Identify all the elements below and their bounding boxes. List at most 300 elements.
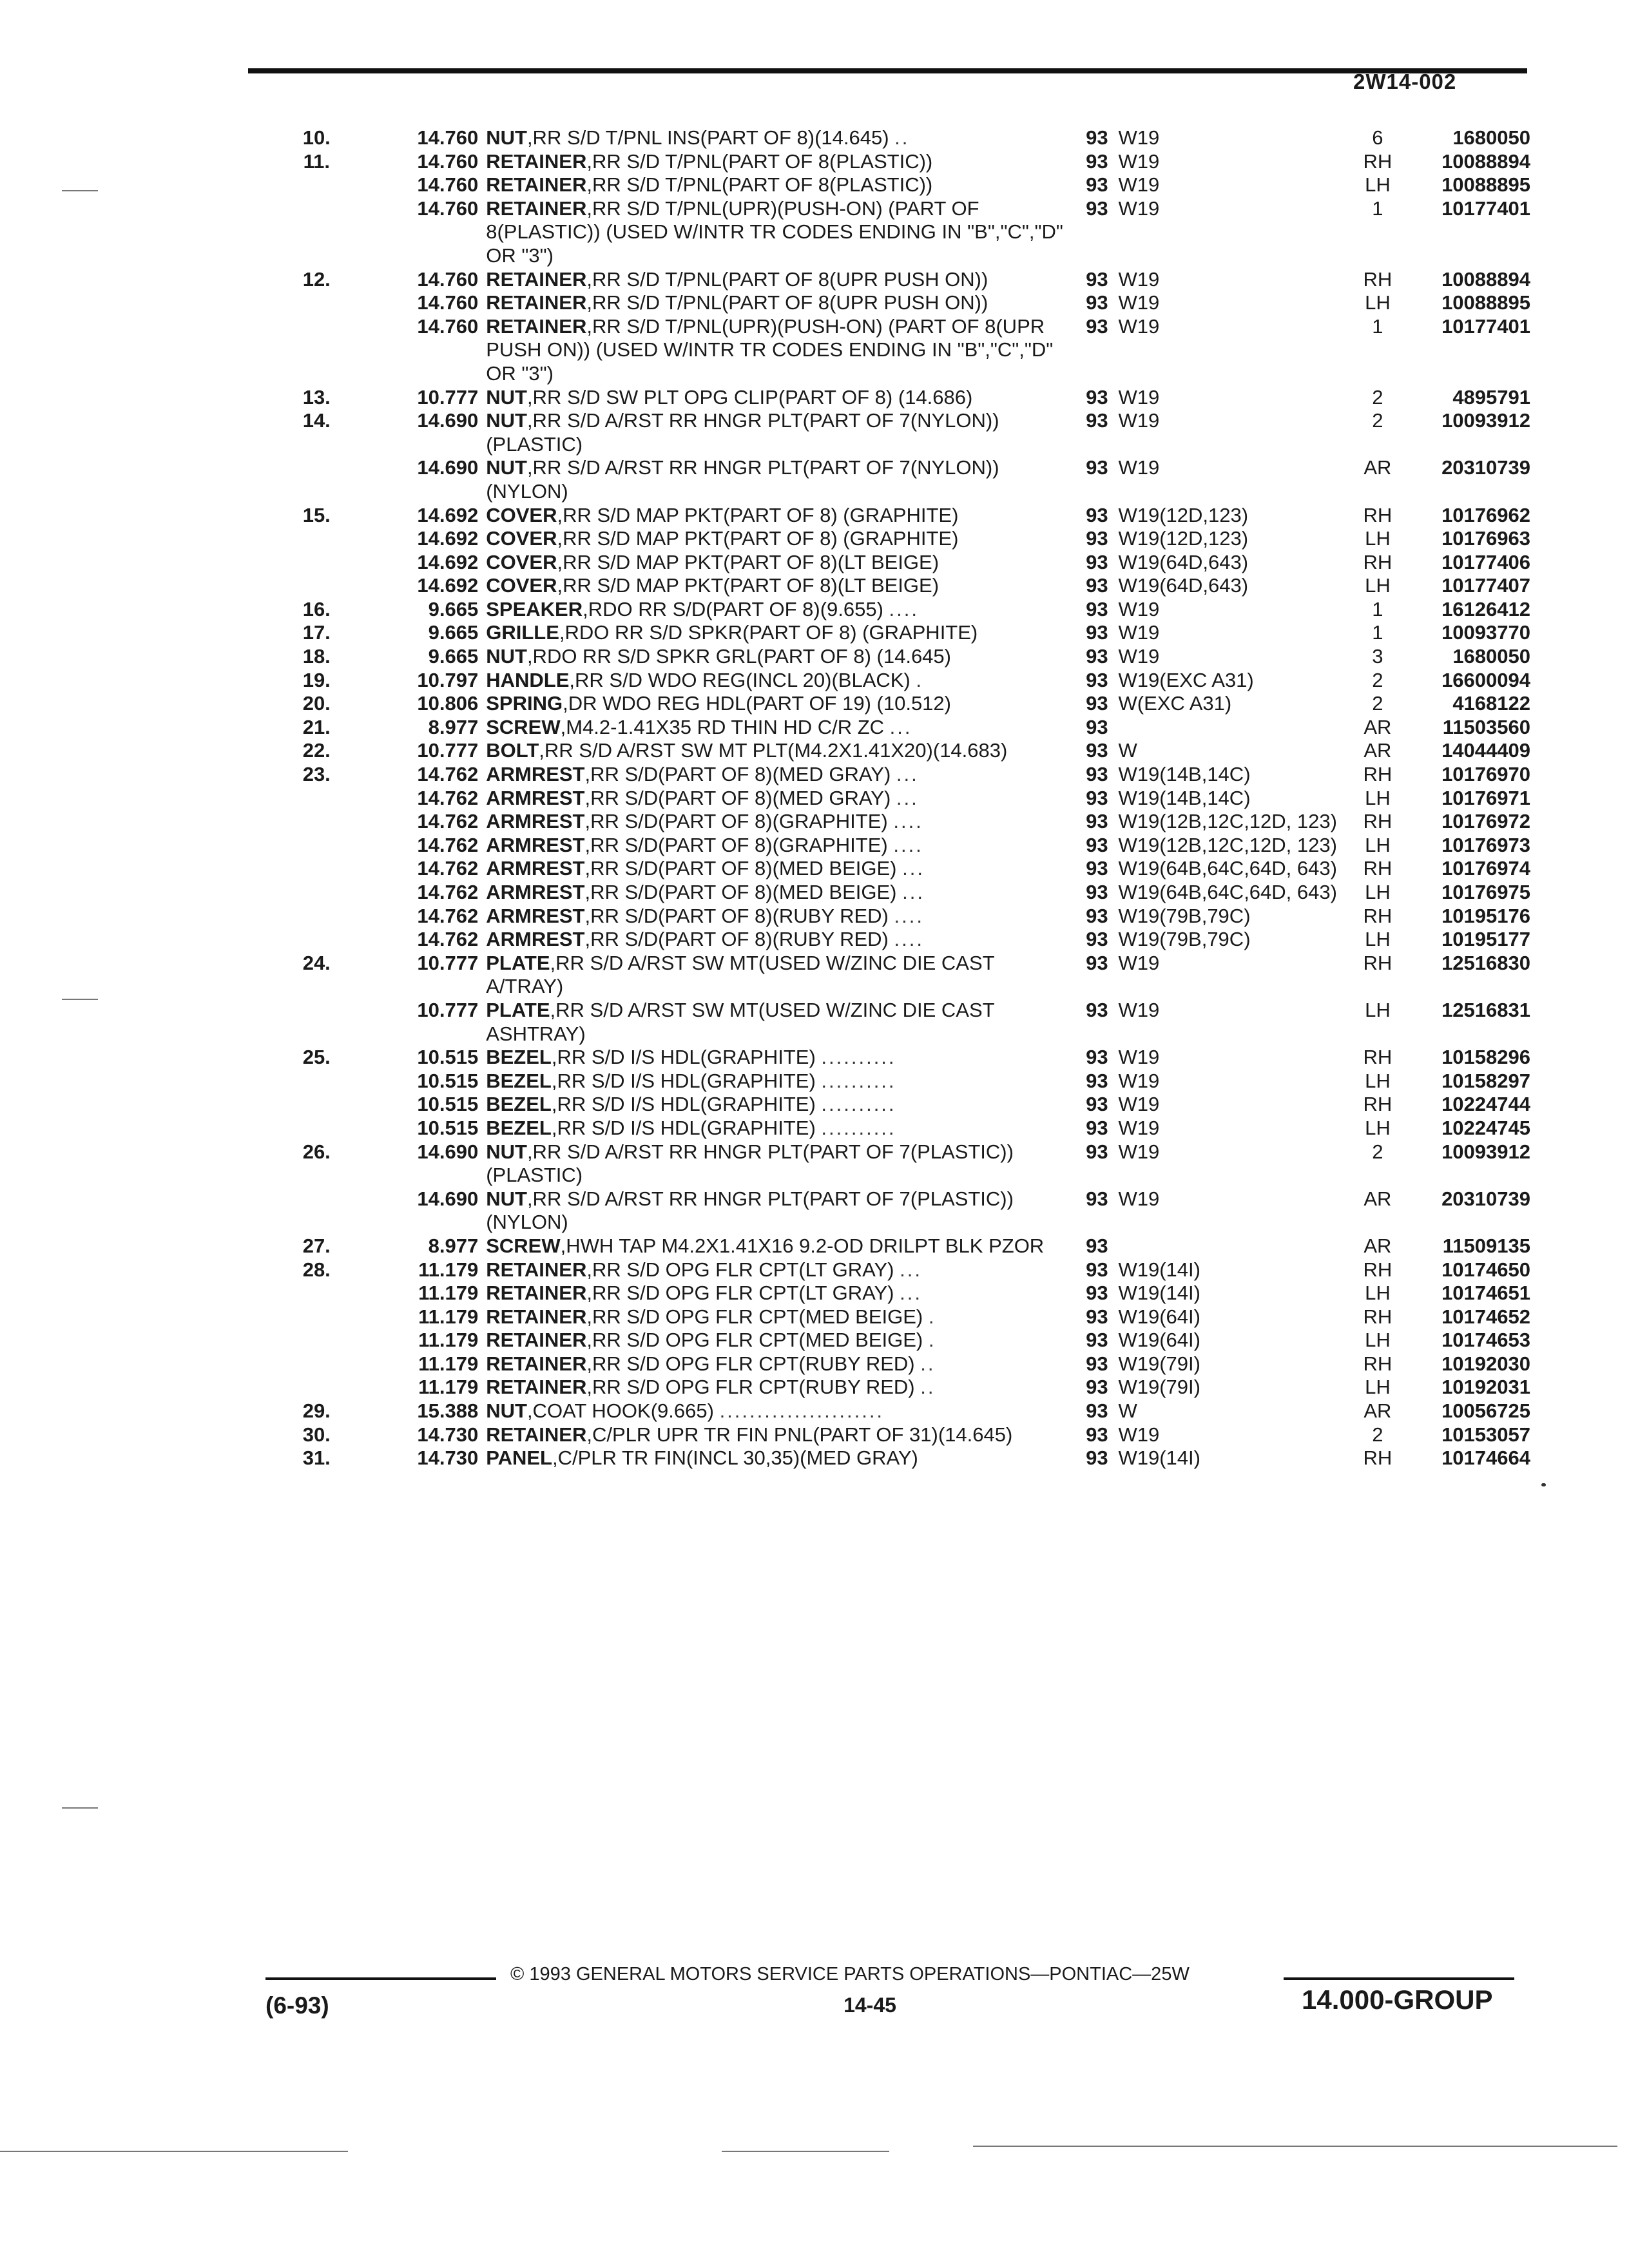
model-year: 93	[1086, 503, 1108, 526]
ref-number: 10.777	[417, 951, 479, 974]
description	[486, 1187, 1075, 1235]
leader-dots: ...	[902, 881, 925, 903]
table-row	[284, 1235, 1530, 1258]
model-year: 93	[1086, 126, 1108, 149]
table-row	[284, 409, 1530, 456]
ref-number: 14.690	[417, 1140, 479, 1163]
part-number: 10176963	[1441, 527, 1530, 550]
fig-number	[284, 1282, 350, 1305]
part-number: 10192031	[1441, 1376, 1530, 1399]
usage-text: W19(14I)	[1118, 1282, 1200, 1305]
part-description: ,RR S/D OPG FLR CPT(LT GRAY)	[586, 1282, 894, 1305]
usage-text: W19	[1118, 291, 1160, 314]
fig-number	[284, 527, 350, 551]
model-year: 93	[1086, 1423, 1108, 1446]
fig-number	[284, 928, 350, 952]
part-name: PLATE	[486, 998, 550, 1021]
usage-code	[1118, 409, 1345, 456]
part-name: SPRING	[486, 692, 563, 715]
part-number: 16126412	[1441, 597, 1530, 620]
part-description: ,COAT HOOK(9.665)	[526, 1399, 714, 1423]
fig-number	[284, 1329, 350, 1352]
model-year: 93	[1086, 1046, 1108, 1069]
usage-code	[1118, 1258, 1345, 1282]
quantity: AR	[1364, 1187, 1392, 1210]
part-name: RETAINER	[486, 1352, 587, 1375]
description	[486, 1140, 1075, 1187]
part-name: RETAINER	[486, 1305, 587, 1328]
ref-number: 14.762	[417, 904, 479, 927]
fig-number: 29.	[302, 1399, 331, 1423]
quantity: LH	[1365, 1329, 1391, 1352]
table-row	[284, 456, 1530, 503]
fig-number: 26.	[302, 1140, 331, 1163]
usage-code	[1118, 881, 1345, 905]
table-row	[284, 1376, 1530, 1399]
part-number: 10176972	[1441, 810, 1530, 833]
description	[486, 999, 1075, 1046]
usage-text: W19	[1118, 173, 1160, 197]
revision-date: (6-93)	[265, 1992, 329, 2019]
fig-number	[284, 315, 350, 386]
ref-number: 10.777	[417, 739, 479, 762]
description	[486, 1329, 1075, 1352]
leader-dots: ..........	[821, 1069, 896, 1092]
usage-code	[1118, 716, 1345, 740]
model-year: 93	[1086, 715, 1108, 738]
model-year: 93	[1086, 621, 1108, 644]
description	[486, 268, 1075, 292]
usage-code	[1118, 1352, 1345, 1376]
model-year: 93	[1086, 833, 1108, 856]
usage-code	[1118, 1305, 1345, 1329]
model-year: 93	[1086, 810, 1108, 833]
ref-number: 9.665	[428, 621, 479, 644]
usage-code	[1118, 173, 1345, 197]
table-row	[284, 1258, 1530, 1282]
part-description: ,RR S/D OPG FLR CPT(RUBY RED)	[586, 1376, 915, 1399]
part-description: ,RR S/D A/RST RR HNGR PLT(PART OF 7(NYLON))(PLASTIC)	[486, 409, 999, 456]
quantity: LH	[1365, 291, 1391, 314]
table-row	[284, 504, 1530, 528]
part-description: ,C/PLR UPR TR FIN PNL(PART OF 31)(14.645)	[586, 1423, 1013, 1446]
description	[486, 1117, 1075, 1140]
part-description: ,RR S/D T/PNL(UPR)(PUSH-ON) (PART OF 8(PLASTIC)) (USED W/INTR TR CODES ENDING IN "B","C","D" OR "3")	[486, 197, 1063, 267]
part-description: ,RR S/D A/RST RR HNGR PLT(PART OF 7(NYLON))(NYLON)	[486, 456, 999, 503]
usage-code	[1118, 810, 1345, 834]
table-row	[284, 787, 1530, 811]
part-number: 10177401	[1441, 314, 1530, 338]
quantity: RH	[1363, 810, 1393, 833]
table-row	[284, 1140, 1530, 1187]
part-number: 10174653	[1441, 1329, 1530, 1352]
usage-text: W19(79B,79C)	[1118, 928, 1251, 951]
leader-dots: ...	[902, 857, 925, 880]
table-row	[284, 1446, 1530, 1470]
usage-code	[1118, 857, 1345, 881]
part-name: RETAINER	[486, 173, 587, 197]
usage-text: W19	[1118, 267, 1160, 291]
parts-table	[284, 126, 1530, 1470]
quantity: RH	[1363, 550, 1393, 573]
leader-dots: .	[928, 1305, 936, 1328]
ref-number: 14.690	[417, 409, 479, 432]
part-number: 10088894	[1441, 267, 1530, 291]
usage-code	[1118, 1399, 1345, 1423]
description	[486, 952, 1075, 999]
part-description: ,RR S/D MAP PKT(PART OF 8) (GRAPHITE)	[557, 527, 959, 550]
part-description: ,RR S/D MAP PKT(PART OF 8)(LT BEIGE)	[557, 550, 940, 573]
part-description: ,M4.2-1.41X35 RD THIN HD C/R ZC	[560, 715, 885, 738]
model-year: 93	[1086, 1093, 1108, 1116]
usage-code	[1118, 126, 1345, 150]
description	[486, 1423, 1075, 1447]
model-year: 93	[1086, 881, 1108, 903]
part-name: BOLT	[486, 739, 539, 762]
table-row	[284, 881, 1530, 905]
table-row	[284, 574, 1530, 598]
table-row	[284, 1093, 1530, 1117]
usage-text: W19(14B,14C)	[1118, 763, 1251, 786]
usage-text: W19(14B,14C)	[1118, 786, 1251, 809]
description	[486, 1352, 1075, 1376]
fig-number	[284, 1352, 350, 1376]
fig-number	[284, 787, 350, 811]
part-description: ,RR S/D(PART OF 8)(MED GRAY)	[584, 786, 891, 809]
part-name: RETAINER	[486, 1423, 587, 1446]
quantity: RH	[1363, 1258, 1393, 1281]
part-name: RETAINER	[486, 1376, 587, 1399]
usage-text: W19	[1118, 597, 1160, 620]
part-description: ,RR S/D OPG FLR CPT(MED BEIGE)	[586, 1305, 923, 1328]
fig-number: 25.	[302, 1046, 331, 1069]
fig-number	[284, 574, 350, 598]
description	[486, 291, 1075, 315]
usage-text: W19	[1118, 1116, 1160, 1139]
usage-text: W19	[1118, 1140, 1160, 1163]
fig-number	[284, 834, 350, 858]
part-name: NUT	[486, 1140, 527, 1163]
quantity: AR	[1364, 456, 1392, 479]
description	[486, 315, 1075, 386]
part-name: PLATE	[486, 951, 550, 974]
description	[486, 386, 1075, 410]
group-label: 14.000-GROUP	[1302, 1984, 1493, 2015]
quantity: 3	[1372, 645, 1383, 668]
leader-dots: ..........	[821, 1093, 896, 1116]
part-name: BEZEL	[486, 1046, 552, 1069]
table-row	[284, 150, 1530, 174]
part-number: 10158297	[1441, 1069, 1530, 1092]
model-year: 93	[1086, 786, 1108, 809]
quantity: 6	[1372, 126, 1383, 149]
table-row	[284, 197, 1530, 268]
table-row	[284, 739, 1530, 763]
usage-text: W19(14I)	[1118, 1258, 1200, 1281]
quantity: RH	[1363, 951, 1393, 974]
part-number: 11503560	[1442, 715, 1530, 738]
part-number: 12516830	[1441, 951, 1530, 974]
ref-number: 14.730	[417, 1446, 479, 1470]
model-year: 93	[1086, 597, 1108, 620]
part-number: 10093770	[1441, 621, 1530, 644]
description	[486, 881, 1075, 905]
usage-code	[1118, 1117, 1345, 1140]
quantity: RH	[1363, 1093, 1393, 1116]
quantity: 2	[1372, 1140, 1383, 1163]
description	[486, 763, 1075, 787]
leader-dots: ..	[894, 126, 910, 149]
fig-number: 20.	[302, 692, 331, 715]
usage-text: W19(EXC A31)	[1118, 668, 1254, 691]
part-description: ,HWH TAP M4.2X1.41X16 9.2-OD DRILPT BLK PZOR	[560, 1234, 1045, 1257]
fig-number	[284, 197, 350, 268]
model-year: 93	[1086, 1282, 1108, 1305]
ref-number: 14.762	[417, 881, 479, 903]
description	[486, 150, 1075, 174]
usage-code	[1118, 1282, 1345, 1305]
ref-number: 14.760	[417, 173, 479, 197]
part-number: 10174651	[1441, 1282, 1530, 1305]
fig-number: 31.	[302, 1446, 331, 1470]
model-year: 93	[1086, 550, 1108, 573]
usage-code	[1118, 1070, 1345, 1093]
description	[486, 598, 1075, 622]
table-row	[284, 1423, 1530, 1447]
scan-speck	[1541, 1483, 1546, 1486]
part-description: ,RR S/D OPG FLR CPT(RUBY RED)	[586, 1352, 915, 1375]
usage-code	[1118, 1046, 1345, 1070]
usage-text: W19(64B,64C,64D, 643)	[1118, 881, 1337, 903]
model-year: 93	[1086, 456, 1108, 479]
table-row	[284, 928, 1530, 952]
quantity: RH	[1363, 1046, 1393, 1069]
usage-text: W19	[1118, 621, 1160, 644]
fig-number	[284, 1376, 350, 1399]
model-year: 93	[1086, 1116, 1108, 1139]
fig-number	[284, 999, 350, 1046]
fig-number: 28.	[302, 1258, 331, 1281]
fig-number: 18.	[302, 645, 331, 668]
part-description: ,RR S/D(PART OF 8)(MED GRAY)	[584, 763, 891, 786]
usage-text: W19(79I)	[1118, 1352, 1200, 1375]
description	[486, 197, 1075, 268]
part-number: 10195177	[1441, 928, 1530, 951]
usage-text: W19(79I)	[1118, 1376, 1200, 1399]
table-row	[284, 291, 1530, 315]
part-description: ,RDO RR S/D(PART OF 8)(9.655)	[583, 597, 883, 620]
usage-text: W19(12B,12C,12D, 123)	[1118, 810, 1337, 833]
usage-text: W19(12D,123)	[1118, 527, 1249, 550]
part-name: ARMREST	[486, 786, 585, 809]
part-number: 10192030	[1441, 1352, 1530, 1375]
table-row	[284, 551, 1530, 575]
model-year: 93	[1086, 173, 1108, 197]
table-row	[284, 669, 1530, 693]
fig-number	[284, 291, 350, 315]
usage-code	[1118, 291, 1345, 315]
part-number: 10153057	[1441, 1423, 1530, 1446]
quantity: AR	[1364, 1234, 1392, 1257]
usage-code	[1118, 905, 1345, 928]
leader-dots: ..........	[821, 1046, 896, 1069]
part-description: ,RR S/D A/RST SW MT(USED W/ZINC DIE CAST A/TRAY)	[486, 951, 995, 998]
fig-number: 10.	[302, 126, 331, 149]
part-number: 10174652	[1441, 1305, 1530, 1328]
model-year: 93	[1086, 1352, 1108, 1375]
model-year: 93	[1086, 668, 1108, 691]
quantity: RH	[1363, 857, 1393, 880]
model-year: 93	[1086, 692, 1108, 715]
quantity: 1	[1372, 314, 1383, 338]
fig-number	[284, 857, 350, 881]
description	[486, 739, 1075, 763]
usage-code	[1118, 504, 1345, 528]
fig-number: 19.	[302, 668, 331, 691]
ref-number: 8.977	[428, 1234, 479, 1257]
part-description: ,RR S/D(PART OF 8)(RUBY RED)	[584, 928, 889, 951]
table-row	[284, 645, 1530, 669]
ref-number: 10.515	[417, 1046, 479, 1069]
quantity: RH	[1363, 503, 1393, 526]
quantity: LH	[1365, 881, 1391, 903]
model-year: 93	[1086, 1376, 1108, 1399]
leader-dots: ....	[893, 833, 923, 856]
model-year: 93	[1086, 197, 1108, 220]
quantity: RH	[1363, 1446, 1393, 1470]
model-year: 93	[1086, 904, 1108, 927]
usage-text: W19(64D,643)	[1118, 574, 1249, 597]
part-description: ,C/PLR TR FIN(INCL 30,35)(MED GRAY)	[552, 1446, 918, 1470]
model-year: 93	[1086, 645, 1108, 668]
ref-number: 10.515	[417, 1116, 479, 1139]
ref-number: 14.762	[417, 786, 479, 809]
usage-code	[1118, 739, 1345, 763]
usage-code	[1118, 574, 1345, 598]
model-year: 93	[1086, 527, 1108, 550]
quantity: LH	[1365, 1282, 1391, 1305]
usage-text: W19	[1118, 126, 1160, 149]
part-name: RETAINER	[486, 1258, 587, 1281]
part-name: GRILLE	[486, 621, 559, 644]
fig-number: 14.	[302, 409, 331, 432]
ref-number: 14.690	[417, 456, 479, 479]
part-number: 4168122	[1452, 692, 1530, 715]
usage-text: W19	[1118, 1423, 1160, 1446]
part-description: ,RR S/D T/PNL(UPR)(PUSH-ON) (PART OF 8(UPR PUSH ON)) (USED W/INTR TR CODES ENDING IN "B","C","D" OR "3")	[486, 314, 1054, 385]
quantity: RH	[1363, 1352, 1393, 1375]
part-description: ,RR S/D(PART OF 8)(MED BEIGE)	[584, 857, 897, 880]
quantity: LH	[1365, 998, 1391, 1021]
model-year: 93	[1086, 998, 1108, 1021]
usage-text: W19	[1118, 951, 1160, 974]
part-number: 10176971	[1441, 786, 1530, 809]
part-description: ,RR S/D I/S HDL(GRAPHITE)	[551, 1069, 816, 1092]
part-number: 4895791	[1452, 385, 1530, 408]
model-year: 93	[1086, 763, 1108, 786]
part-name: NUT	[486, 1187, 527, 1210]
leader-dots: ...	[896, 786, 919, 809]
quantity: 2	[1372, 1423, 1383, 1446]
ref-number: 14.762	[417, 763, 479, 786]
usage-text: W19(64D,643)	[1118, 550, 1249, 573]
part-name: ARMREST	[486, 928, 585, 951]
fig-number	[284, 551, 350, 575]
ref-number: 10.777	[417, 385, 479, 408]
part-number: 10177407	[1441, 574, 1530, 597]
fig-number	[284, 173, 350, 197]
ref-number: 14.760	[417, 267, 479, 291]
part-number: 10088895	[1441, 291, 1530, 314]
fig-number	[284, 1070, 350, 1093]
usage-code	[1118, 1329, 1345, 1352]
quantity: LH	[1365, 928, 1391, 951]
part-number: 10177406	[1441, 550, 1530, 573]
model-year: 93	[1086, 1399, 1108, 1423]
part-description: ,RR S/D I/S HDL(GRAPHITE)	[551, 1116, 816, 1139]
part-description: ,RR S/D T/PNL(PART OF 8(PLASTIC))	[586, 173, 933, 197]
part-number: 10174650	[1441, 1258, 1530, 1281]
quantity: 1	[1372, 597, 1383, 620]
description	[486, 527, 1075, 551]
part-description: ,RDO RR S/D SPKR(PART OF 8) (GRAPHITE)	[559, 621, 978, 644]
fig-number	[284, 1093, 350, 1117]
usage-code	[1118, 834, 1345, 858]
usage-text: W19(64I)	[1118, 1305, 1200, 1328]
ref-number: 8.977	[428, 715, 479, 738]
usage-text: W19	[1118, 1093, 1160, 1116]
part-description: ,RR S/D(PART OF 8)(MED BEIGE)	[584, 881, 897, 903]
description	[486, 645, 1075, 669]
description	[486, 1282, 1075, 1305]
description	[486, 928, 1075, 952]
usage-code	[1118, 527, 1345, 551]
quantity: RH	[1363, 267, 1393, 291]
usage-code	[1118, 763, 1345, 787]
ref-number: 15.388	[417, 1399, 479, 1423]
part-description: ,RR S/D(PART OF 8)(GRAPHITE)	[584, 833, 888, 856]
model-year: 93	[1086, 149, 1108, 173]
description	[486, 787, 1075, 811]
model-year: 93	[1086, 1234, 1108, 1257]
quantity: 2	[1372, 385, 1383, 408]
table-row	[284, 1046, 1530, 1070]
footer-rule-right	[1284, 1977, 1514, 1980]
table-row	[284, 763, 1530, 787]
part-name: RETAINER	[486, 149, 587, 173]
scan-artifact-mark	[62, 1807, 98, 1809]
quantity: RH	[1363, 763, 1393, 786]
usage-code	[1118, 1093, 1345, 1117]
leader-dots: ..	[920, 1352, 936, 1375]
part-name: NUT	[486, 1399, 527, 1423]
usage-code	[1118, 551, 1345, 575]
ref-number: 11.179	[418, 1282, 479, 1305]
part-name: BEZEL	[486, 1069, 552, 1092]
ref-number: 14.760	[417, 291, 479, 314]
description	[486, 834, 1075, 858]
part-description: ,RR S/D(PART OF 8)(GRAPHITE)	[584, 810, 888, 833]
quantity: LH	[1365, 173, 1391, 197]
fig-number: 27.	[302, 1234, 331, 1257]
ref-number: 14.730	[417, 1423, 479, 1446]
usage-code	[1118, 645, 1345, 669]
ref-number: 14.760	[417, 314, 479, 338]
ref-number: 14.762	[417, 857, 479, 880]
fig-number: 11.	[303, 149, 330, 173]
part-name: NUT	[486, 456, 527, 479]
model-year: 93	[1086, 314, 1108, 338]
